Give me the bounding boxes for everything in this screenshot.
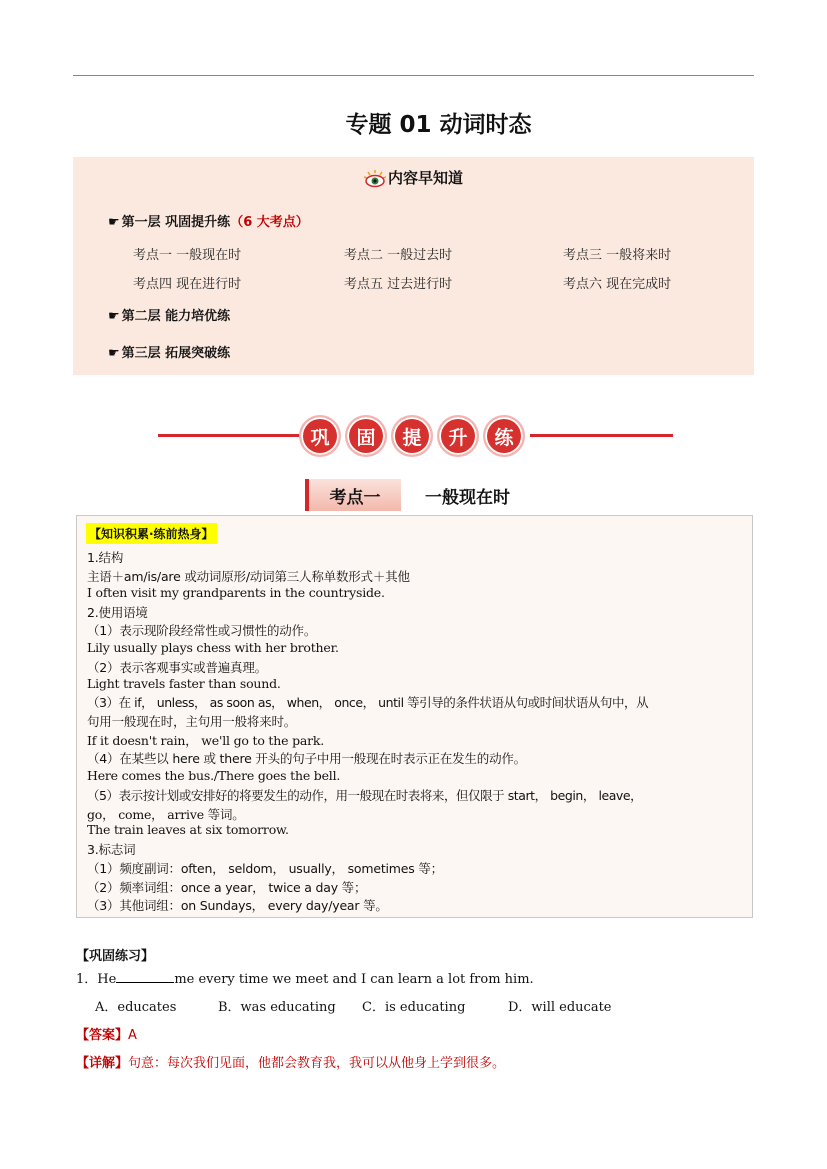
hand-pointer-icon: ☛ (108, 309, 120, 324)
knowledge-line: I often visit my grandparents in the countryside. (87, 585, 385, 600)
banner-char: 巩 (299, 415, 341, 457)
exercise-header: 【巩固练习】 (76, 949, 155, 964)
answer-value: A (128, 1028, 137, 1043)
knowledge-line: go， come， arrive 等词。 (87, 807, 245, 822)
answer-line (76, 1024, 137, 1043)
layer-1-note: （6 大考点） (230, 215, 309, 230)
knowledge-line: （2）表示客观事实或普遍真理。 (87, 660, 267, 675)
knowledge-line: Light travels faster than sound. (87, 676, 281, 691)
knowledge-line: The train leaves at six tomorrow. (87, 822, 289, 837)
question-text: me every time we meet and I can learn a lot from him. (174, 972, 534, 987)
layer-1 (108, 211, 309, 230)
knowledge-line: （5）表示按计划或安排好的将要发生的动作，用一般现在时表将来，但仅限于 start， begin， leave， (87, 788, 643, 803)
knowledge-line: Lily usually plays chess with her brother. (87, 640, 339, 655)
eye-icon (364, 170, 386, 188)
banner-char: 固 (345, 415, 387, 457)
question-1 (76, 968, 534, 987)
layer-2-label: 第二层 能力培优练 (121, 309, 231, 324)
banner-line-left (158, 434, 303, 437)
knowledge-line: Here comes the bus./There goes the bell. (87, 768, 341, 783)
banner-char: 练 (483, 415, 525, 457)
top-rule (73, 75, 754, 76)
section-banner (158, 415, 673, 457)
banner-line-right (530, 434, 673, 437)
layer-1-label: 第一层 巩固提升练 (121, 215, 231, 230)
toc-point-3: 考点三 一般将来时 (563, 248, 672, 263)
answer-label: 【答案】 (76, 1028, 129, 1043)
hand-pointer-icon: ☛ (108, 346, 120, 361)
detail-text: 句意：每次我们见面，他都会教育我，我可以从他身上学到很多。 (128, 1056, 506, 1071)
knowledge-line: （2）频率词组：once a year， twice a day 等； (87, 880, 367, 895)
layer-3-label: 第三层 拓展突破练 (121, 346, 231, 361)
knowledge-line: If it doesn't rain， we'll go to the park. (87, 733, 325, 748)
section-name: 一般现在时 (425, 487, 510, 508)
option-c: C．is educating (362, 1000, 466, 1015)
knowledge-line: 句用一般现在时，主句用一般将来时。 (87, 714, 297, 729)
toc-point-5: 考点五 过去进行时 (344, 277, 453, 292)
hand-pointer-icon: ☛ (108, 215, 120, 230)
option-a: A．educates (95, 1000, 177, 1015)
knowledge-line: （3）在 if， unless， as soon as， when， once， until 等引导的条件状语从句或时间状语从句中，从 (87, 695, 649, 710)
detail-line (76, 1052, 505, 1071)
knowledge-line: （1）表示现阶段经常性或习惯性的动作。 (87, 623, 317, 638)
knowledge-line: 1.结构 (87, 550, 124, 565)
knowledge-box (76, 515, 753, 918)
contents-header (73, 167, 754, 188)
knowledge-line: 主语＋am/is/are 或动词原形/动词第三人称单数形式＋其他 (87, 569, 410, 584)
knowledge-line: （3）其他词组：on Sundays， every day/year 等。 (87, 898, 388, 913)
knowledge-line: （4）在某些以 here 或 there 开头的句子中用一般现在时表示正在发生的动作。 (87, 751, 526, 766)
toc-point-4: 考点四 现在进行时 (133, 277, 242, 292)
section-heading (305, 479, 510, 511)
contents-box (73, 157, 754, 375)
section-tag: 考点一 (305, 479, 401, 511)
option-d: D．will educate (508, 1000, 612, 1015)
option-b: B．was educating (218, 1000, 336, 1015)
banner-char: 提 (391, 415, 433, 457)
question-number: 1．He (76, 972, 117, 987)
toc-point-6: 考点六 现在完成时 (563, 277, 672, 292)
banner-char: 升 (437, 415, 479, 457)
knowledge-line: 3.标志词 (87, 842, 136, 857)
knowledge-header: 【知识积累·练前热身】 (86, 523, 217, 544)
layer-2 (108, 305, 230, 324)
toc-point-2: 考点二 一般过去时 (344, 248, 453, 263)
page-title: 专题 01 动词时态 (345, 112, 532, 138)
answer-blank (116, 970, 174, 983)
detail-label: 【详解】 (76, 1056, 129, 1071)
toc-point-1: 考点一 一般现在时 (133, 248, 242, 263)
layer-3 (108, 342, 230, 361)
contents-title: 内容早知道 (387, 169, 463, 187)
knowledge-line: （1）频度副词：often， seldom， usually， sometimes 等； (87, 861, 443, 876)
knowledge-line: 2.使用语境 (87, 605, 148, 620)
